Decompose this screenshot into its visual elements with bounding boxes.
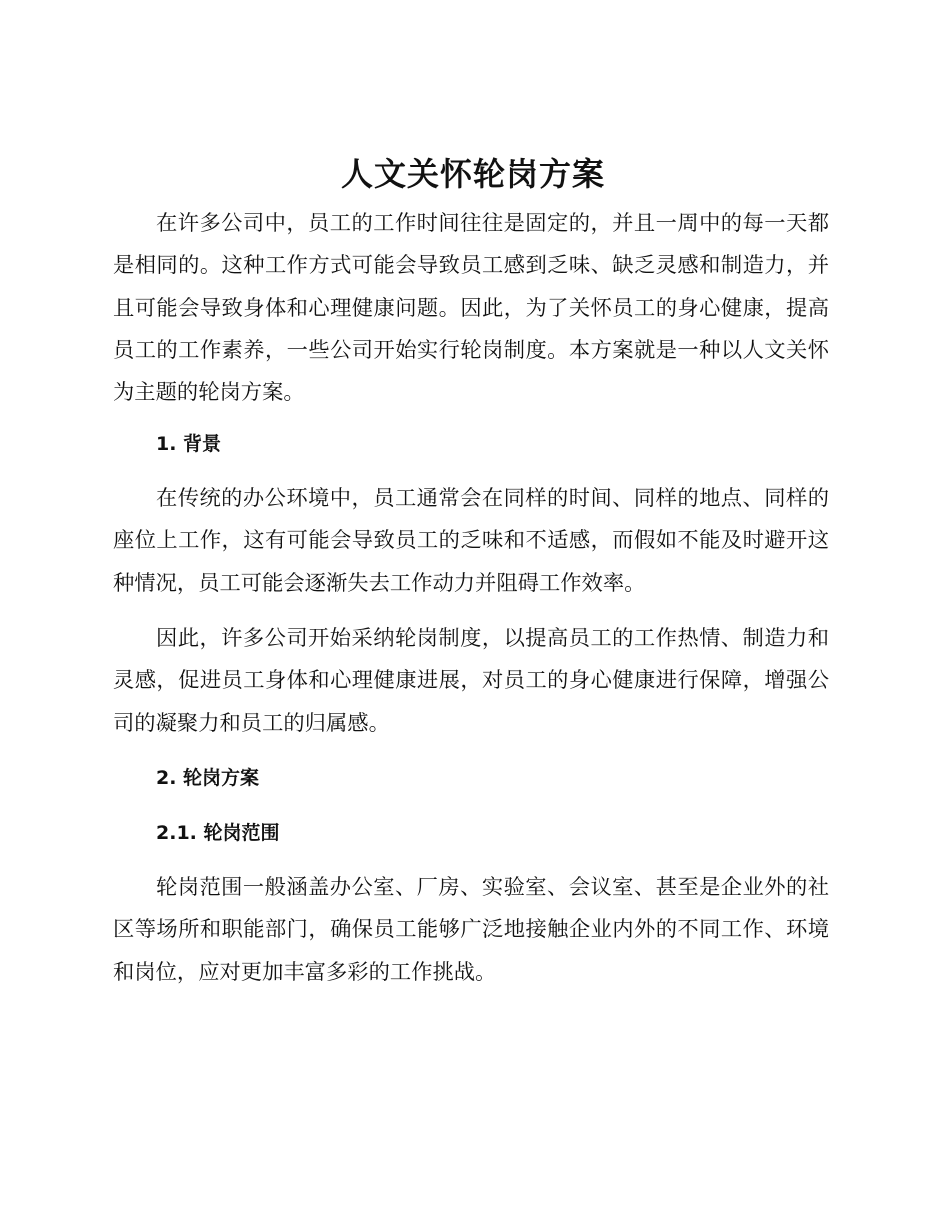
background-paragraph-1: 在传统的办公环境中，员工通常会在同样的时间、同样的地点、同样的座位上工作，这有可能会导致员工的乏味和不适感，而假如不能及时避开这种情况，员工可能会逐渐失去工作动力并阻碍工作效率。 <box>113 486 829 596</box>
section-heading-rotation-plan: 2. 轮岗方案 <box>156 767 260 789</box>
subsection-heading-rotation-scope: 2.1. 轮岗范围 <box>156 822 280 844</box>
rotation-scope-paragraph: 轮岗范围一般涵盖办公室、厂房、实验室、会议室、甚至是企业外的社区等场所和职能部门，确保员工能够广泛地接触企业内外的不同工作、环境和岗位，应对更加丰富多彩的工作挑战。 <box>113 875 829 985</box>
intro-paragraph: 在许多公司中，员工的工作时间往往是固定的，并且一周中的每一天都是相同的。这种工作方式可能会导致员工感到乏味、缺乏灵感和制造力，并且可能会导致身体和心理健康问题。因此，为了关怀员工的身心健康，提高员工的工作素养，一些公司开始实行轮岗制度。本方案就是一种以人文关怀为主题的轮岗方案。 <box>113 211 829 406</box>
section-heading-background: 1. 背景 <box>156 433 222 455</box>
background-paragraph-2: 因此，许多公司开始采纳轮岗制度，以提高员工的工作热情、制造力和灵感，促进员工身体和心理健康进展，对员工的身心健康进行保障，增强公司的凝聚力和员工的归属感。 <box>113 626 829 736</box>
document-title: 人文关怀轮岗方案 <box>340 155 605 193</box>
